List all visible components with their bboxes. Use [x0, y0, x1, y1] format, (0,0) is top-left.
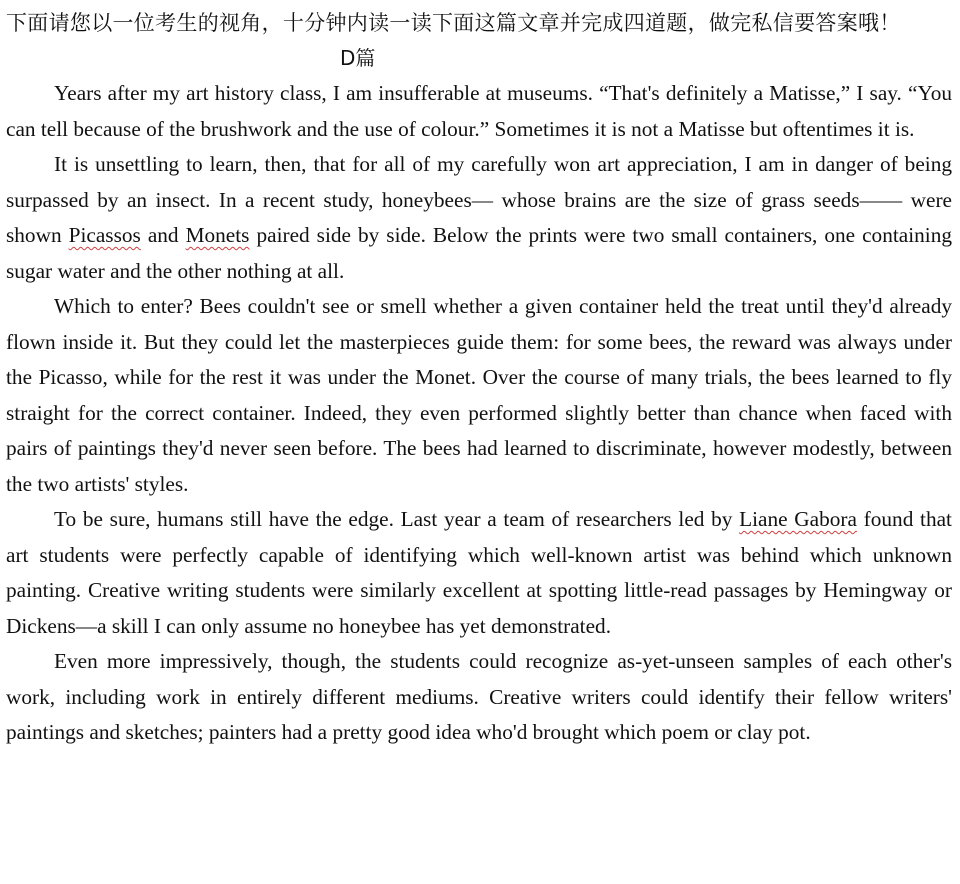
paragraph-2 — [6, 147, 952, 289]
spellcheck-word-liane-gabora: Liane Gabora — [739, 507, 857, 531]
paragraph-1: Years after my art history class, I am insufferable at museums. “That's definitely a Matisse,” I say. “You can tell because of the brushwork and the use of colour.” Sometimes it is not a Matisse but oftentimes it is. — [6, 81, 952, 141]
spellcheck-word-picassos: Picassos — [68, 223, 141, 247]
paragraph-5: Even more impressively, though, the students could recognize as-yet-unseen samples of each other's work, including work in entirely different mediums. Creative writers could identify their fellow writers' paintings and sketches; painters had a pretty good idea who'd brought which poem or clay pot. — [6, 649, 952, 744]
paragraph-2-text-a: It is unsettling to learn, then, that for all of my carefully won art appreciation, I am in danger of being surpassed by an insect. In a recent study, honeybees— whose brains are the size of grass seeds—— were shown — [6, 152, 952, 247]
paragraph-2-text-c: paired side by side. Below the prints were two small containers, one containing sugar water and the other nothing at all. — [6, 223, 952, 283]
paragraph-3: Which to enter? Bees couldn't see or smell whether a given container held the treat until they'd already flown inside it. But they could let the masterpieces guide them: for some bees, the reward was always under the Picasso, while for the rest it was under the Monet. Over the course of many trials, the bees learned to fly straight for the correct container. Indeed, they even performed slightly better than chance when faced with pairs of paintings they'd never seen before. The bees had learned to discriminate, however modestly, between the two artists' styles. — [6, 294, 952, 496]
spellcheck-word-monets: Monets — [185, 223, 250, 247]
paragraph-4-text-b: found that art students were perfectly capable of identifying which well-known artist was behind which unknown painting. Creative writing students were similarly excellent at spotting little-read passages by Hemingway or Dickens—a skill I can only assume no honeybee has yet demonstrated. — [6, 507, 952, 638]
paragraph-4-text-a: To be sure, humans still have the edge. Last year a team of researchers led by — [54, 507, 740, 531]
paragraph-2-text-b: and — [140, 223, 186, 247]
intro-instruction: 下面请您以一位考生的视角，十分钟内读一读下面这篇文章并完成四道题，做完私信要答案哦！ — [6, 11, 901, 35]
section-heading: D篇 — [340, 46, 376, 70]
paragraph-4 — [6, 502, 952, 644]
